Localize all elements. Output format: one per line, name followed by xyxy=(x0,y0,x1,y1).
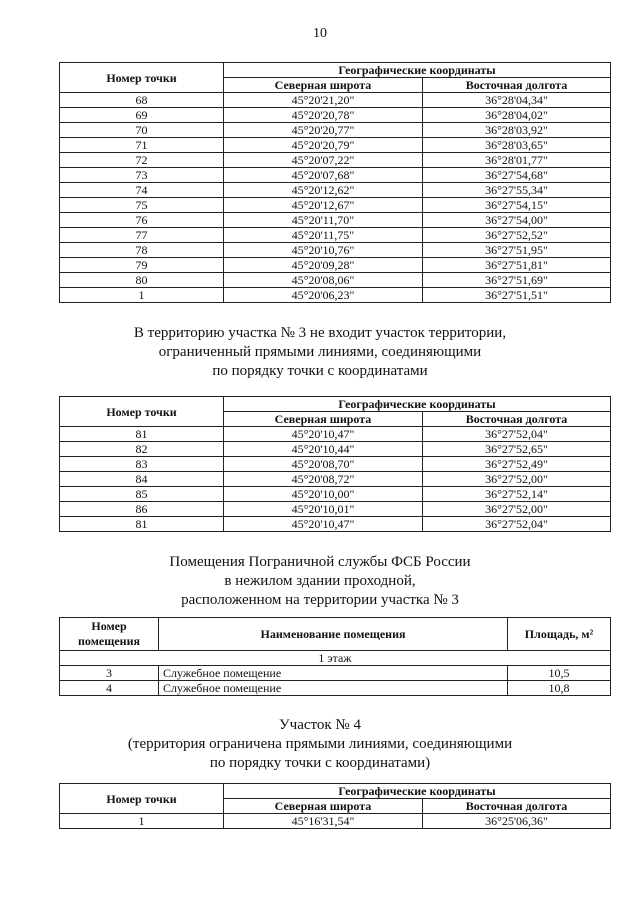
east-longitude-cell: 36°28'03,92" xyxy=(423,123,611,138)
east-longitude-cell: 36°27'52,04" xyxy=(423,517,611,532)
north-latitude-cell: 45°20'20,78" xyxy=(224,108,423,123)
table-row xyxy=(60,427,611,442)
table-row xyxy=(60,168,611,183)
east-longitude-cell: 36°27'54,00" xyxy=(423,213,611,228)
heading-line: (территория ограничена прямыми линиями, соединяющими xyxy=(127,736,513,752)
point-number-cell: 80 xyxy=(60,273,224,288)
coordinates-table-2-body xyxy=(60,427,611,532)
east-longitude-cell: 36°27'55,34" xyxy=(423,183,611,198)
table-row xyxy=(60,243,611,258)
north-latitude-cell: 45°16'31,54" xyxy=(224,814,423,829)
point-number-cell: 78 xyxy=(60,243,224,258)
table-row xyxy=(60,123,611,138)
table-row xyxy=(60,517,611,532)
point-number-cell: 69 xyxy=(60,108,224,123)
east-longitude-cell: 36°28'04,02" xyxy=(423,108,611,123)
east-longitude-cell: 36°28'01,77" xyxy=(423,153,611,168)
heading-line: Участок № 4 xyxy=(279,717,361,733)
table-row xyxy=(60,502,611,517)
room-name: Служебное помещение xyxy=(159,681,508,696)
east-longitude-cell: 36°27'52,52" xyxy=(423,228,611,243)
north-latitude-cell: 45°20'10,00" xyxy=(224,487,423,502)
table-row xyxy=(60,183,611,198)
heading-line: В территорию участка № 3 не входит участок территории, xyxy=(133,325,507,341)
room-name: Служебное помещение xyxy=(159,666,508,681)
point-number-cell: 75 xyxy=(60,198,224,213)
north-latitude-cell: 45°20'12,67" xyxy=(224,198,423,213)
coordinates-table-3-body xyxy=(60,814,611,829)
point-number-cell: 84 xyxy=(60,472,224,487)
point-number-cell: 81 xyxy=(60,517,224,532)
table-row xyxy=(60,273,611,288)
north-latitude-cell: 45°20'08,06" xyxy=(224,273,423,288)
east-longitude-cell: 36°27'54,68" xyxy=(423,168,611,183)
east-longitude-cell: 36°27'51,95" xyxy=(423,243,611,258)
header-east-longitude: Восточная долгота xyxy=(423,799,611,814)
point-number-cell: 74 xyxy=(60,183,224,198)
point-number-cell: 73 xyxy=(60,168,224,183)
north-latitude-cell: 45°20'20,79" xyxy=(224,138,423,153)
section-heading-fsb-premises xyxy=(0,553,640,610)
room-number: 3 xyxy=(60,666,159,681)
table-row xyxy=(60,93,611,108)
coordinates-table-2 xyxy=(59,396,611,532)
east-longitude-cell: 36°27'52,00" xyxy=(423,472,611,487)
table-row xyxy=(60,198,611,213)
east-longitude-cell: 36°27'52,65" xyxy=(423,442,611,457)
header-room-name: Наименование помещения xyxy=(159,618,508,651)
east-longitude-cell: 36°27'51,51" xyxy=(423,288,611,303)
north-latitude-cell: 45°20'06,23" xyxy=(224,288,423,303)
floor-label: 1 этаж xyxy=(60,651,611,666)
east-longitude-cell: 36°27'52,49" xyxy=(423,457,611,472)
point-number-cell: 76 xyxy=(60,213,224,228)
point-number-cell: 82 xyxy=(60,442,224,457)
point-number-cell: 1 xyxy=(60,814,224,829)
east-longitude-cell: 36°27'52,04" xyxy=(423,427,611,442)
heading-line: по порядку точки с координатами) xyxy=(209,755,431,771)
point-number-cell: 72 xyxy=(60,153,224,168)
north-latitude-cell: 45°20'08,72" xyxy=(224,472,423,487)
coordinates-table-3 xyxy=(59,783,611,829)
header-east-longitude: Восточная долгота xyxy=(423,412,611,427)
page-number: 10 xyxy=(313,26,327,41)
north-latitude-cell: 45°20'08,70" xyxy=(224,457,423,472)
room-number: 4 xyxy=(60,681,159,696)
header-north-latitude: Северная широта xyxy=(224,78,423,93)
room-area: 10,5 xyxy=(508,666,611,681)
point-number-cell: 70 xyxy=(60,123,224,138)
header-north-latitude: Северная широта xyxy=(224,412,423,427)
north-latitude-cell: 45°20'07,68" xyxy=(224,168,423,183)
table-row xyxy=(60,487,611,502)
north-latitude-cell: 45°20'09,28" xyxy=(224,258,423,273)
table-row xyxy=(60,288,611,303)
east-longitude-cell: 36°27'52,14" xyxy=(423,487,611,502)
table-row xyxy=(60,442,611,457)
east-longitude-cell: 36°25'06,36" xyxy=(423,814,611,829)
north-latitude-cell: 45°20'11,75" xyxy=(224,228,423,243)
header-geo-coordinates: Географические координаты xyxy=(224,784,611,799)
coordinates-table-1 xyxy=(59,62,611,303)
room-area: 10,8 xyxy=(508,681,611,696)
header-east-longitude: Восточная долгота xyxy=(423,78,611,93)
north-latitude-cell: 45°20'10,47" xyxy=(224,517,423,532)
heading-line: Помещения Пограничной службы ФСБ России xyxy=(169,554,471,570)
north-latitude-cell: 45°20'10,44" xyxy=(224,442,423,457)
point-number-cell: 71 xyxy=(60,138,224,153)
point-number-cell: 77 xyxy=(60,228,224,243)
header-point-number: Номер точки xyxy=(60,784,224,814)
table-row xyxy=(60,666,611,681)
coordinates-table-1-body xyxy=(60,93,611,303)
north-latitude-cell: 45°20'10,76" xyxy=(224,243,423,258)
table-row xyxy=(60,457,611,472)
north-latitude-cell: 45°20'07,22" xyxy=(224,153,423,168)
header-geo-coordinates: Географические координаты xyxy=(224,63,611,78)
section-heading-plot-4 xyxy=(0,716,640,773)
east-longitude-cell: 36°27'54,15" xyxy=(423,198,611,213)
north-latitude-cell: 45°20'10,01" xyxy=(224,502,423,517)
point-number-cell: 1 xyxy=(60,288,224,303)
table-row xyxy=(60,153,611,168)
east-longitude-cell: 36°28'04,34" xyxy=(423,93,611,108)
point-number-cell: 83 xyxy=(60,457,224,472)
table-row xyxy=(60,258,611,273)
header-room-number: Номер помещения xyxy=(60,618,159,651)
table-row xyxy=(60,681,611,696)
header-geo-coordinates: Географические координаты xyxy=(224,397,611,412)
north-latitude-cell: 45°20'11,70" xyxy=(224,213,423,228)
premises-table xyxy=(59,617,611,696)
north-latitude-cell: 45°20'21,20" xyxy=(224,93,423,108)
north-latitude-cell: 45°20'12,62" xyxy=(224,183,423,198)
section-heading-excluded-area xyxy=(0,324,640,381)
east-longitude-cell: 36°27'51,69" xyxy=(423,273,611,288)
east-longitude-cell: 36°27'51,81" xyxy=(423,258,611,273)
header-north-latitude: Северная широта xyxy=(224,799,423,814)
north-latitude-cell: 45°20'20,77" xyxy=(224,123,423,138)
table-row xyxy=(60,108,611,123)
north-latitude-cell: 45°20'10,47" xyxy=(224,427,423,442)
point-number-cell: 86 xyxy=(60,502,224,517)
table-row xyxy=(60,228,611,243)
table-row xyxy=(60,472,611,487)
heading-line: по порядку точки с координатами xyxy=(212,363,428,379)
point-number-cell: 79 xyxy=(60,258,224,273)
header-point-number: Номер точки xyxy=(60,63,224,93)
heading-line: ограниченный прямыми линиями, соединяющими xyxy=(158,344,482,360)
point-number-cell: 81 xyxy=(60,427,224,442)
point-number-cell: 68 xyxy=(60,93,224,108)
point-number-cell: 85 xyxy=(60,487,224,502)
table-row xyxy=(60,138,611,153)
header-point-number: Номер точки xyxy=(60,397,224,427)
table-row xyxy=(60,814,611,829)
east-longitude-cell: 36°28'03,65" xyxy=(423,138,611,153)
header-room-area: Площадь, м² xyxy=(508,618,611,651)
east-longitude-cell: 36°27'52,00" xyxy=(423,502,611,517)
table-row xyxy=(60,213,611,228)
heading-line: в нежилом здании проходной, xyxy=(224,573,416,589)
heading-line: расположенном на территории участка № 3 xyxy=(181,592,459,608)
